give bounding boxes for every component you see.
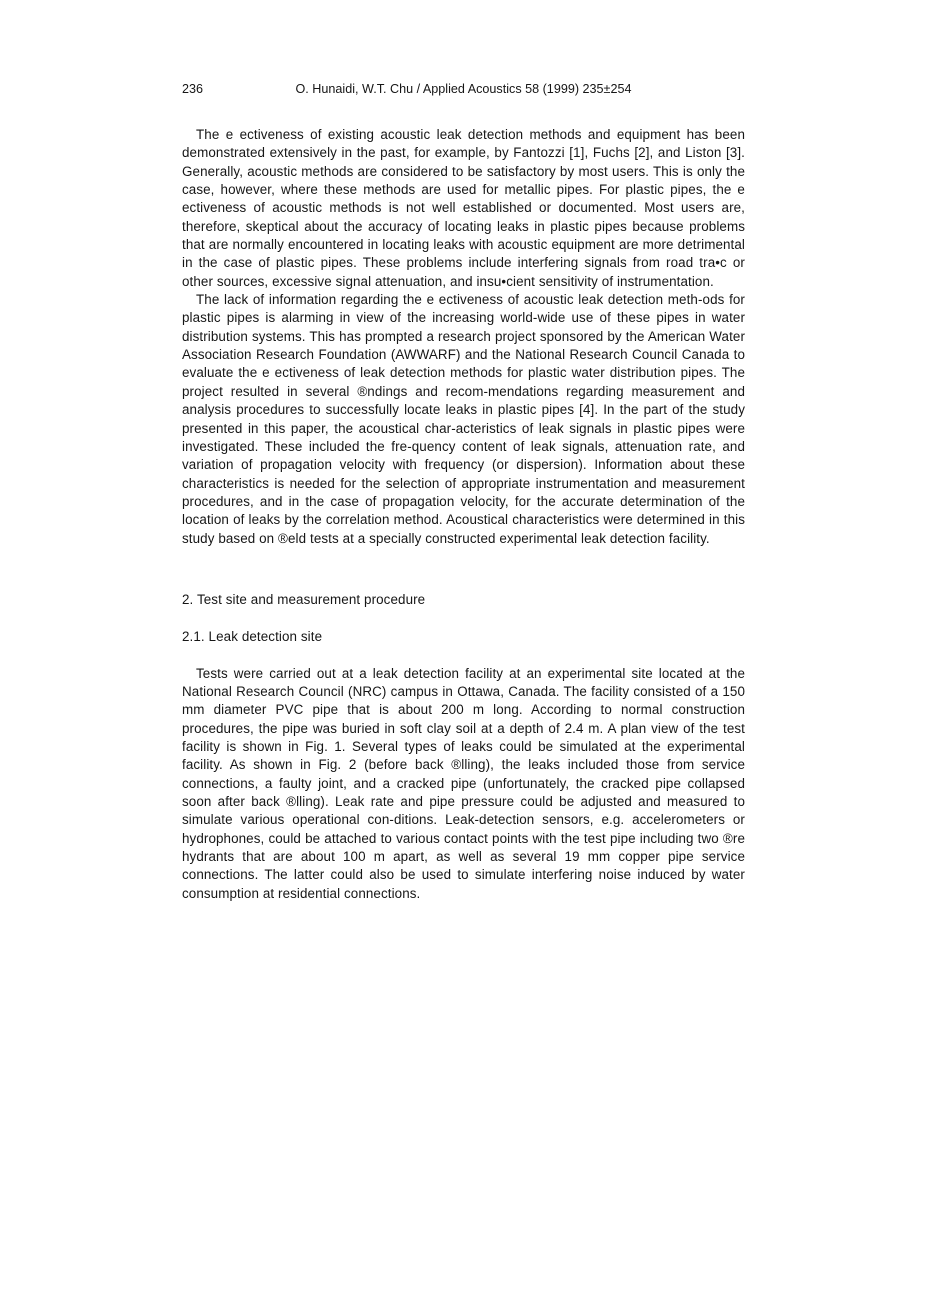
running-head: O. Hunaidi, W.T. Chu / Applied Acoustics 58 (1999) 235±254 — [295, 82, 632, 96]
body-text — [182, 126, 745, 903]
section-heading-2: 2. Test site and measurement procedure — [182, 591, 426, 607]
paragraph-leak-detection-site: Tests were carried out at a leak detection facility at an experimental site located at the National Research Council (NRC) campus in Ottawa, Canada. The facility consisted of a 150 mm diameter PVC pipe that is about 200 m long. According to normal construction procedures, the pipe was buried in soft clay soil at a depth of 2.4 m. A plan view of the test facility is shown in Fig. 1. Several types of leaks could be simulated at the experimental facility. As shown in Fig. 2 (before back ®lling), the leaks included those from service connections, a faulty joint, and a cracked pipe (unfortunately, the cracked pipe collapsed soon after back ®lling). Leak rate and pipe pressure could be adjusted and measured to simulate various operational con-ditions. Leak-detection sensors, e.g. accelerometers or hydrophones, could be attached to various contact points with the test pipe including two ®re hydrants that are about 100 m apart, as well as several 19 mm copper pipe service connections. The latter could also be used to simulate interfering noise induced by water consumption at residential connections. — [182, 665, 745, 901]
subsection-heading-2-1: 2.1. Leak detection site — [182, 628, 323, 644]
paragraph-intro-1: The e ectiveness of existing acoustic leak detection methods and equipment has been demonstrated extensively in the past, for example, by Fantozzi [1], Fuchs [2], and Liston [3]. Generally, acoustic methods are considered to be satisfactory by most users. This is only the case, however, where these methods are used for metallic pipes. For plastic pipes, the e ectiveness of acoustic methods is not well established or documented. Most users are, therefore, skeptical about the accuracy of locating leaks in plastic pipes because problems that are normally encountered in locating leaks with acoustic equipment are more detrimental in the case of plastic pipes. These problems include interfering signals from road tra•c or other sources, excessive signal attenuation, and insu•cient sensitivity of instrumentation. — [182, 127, 745, 289]
paragraph-intro-2: The lack of information regarding the e ectiveness of acoustic leak detection meth-ods for plastic pipes is alarming in view of the increasing world-wide use of these pipes in water distribution systems. This has prompted a research project sponsored by the American Water Association Research Foundation (AWWARF) and the National Research Council Canada to evaluate the e ectiveness of leak detection methods for plastic water distribution pipes. The project resulted in several ®ndings and recom-mendations regarding measurement and analysis procedures to successfully locate leaks in plastic pipes [4]. In the part of the study presented in this paper, the acoustical char-acteristics of leak signals in plastic pipes were investigated. These included the fre-quency content of leak signals, attenuation rate, and variation of propagation velocity with frequency (or dispersion). Information about these characteristics is needed for the selection of appropriate instrumentation and measurement procedures, and in the case of propagation velocity, for the accurate determination of the location of leaks by the correlation method. Acoustical characteristics were determined in this study based on ®eld tests at a specially constructed experimental leak detection facility. — [182, 292, 745, 546]
page-content — [182, 82, 745, 903]
page-number: 236 — [182, 82, 204, 96]
running-head-row — [182, 82, 745, 96]
